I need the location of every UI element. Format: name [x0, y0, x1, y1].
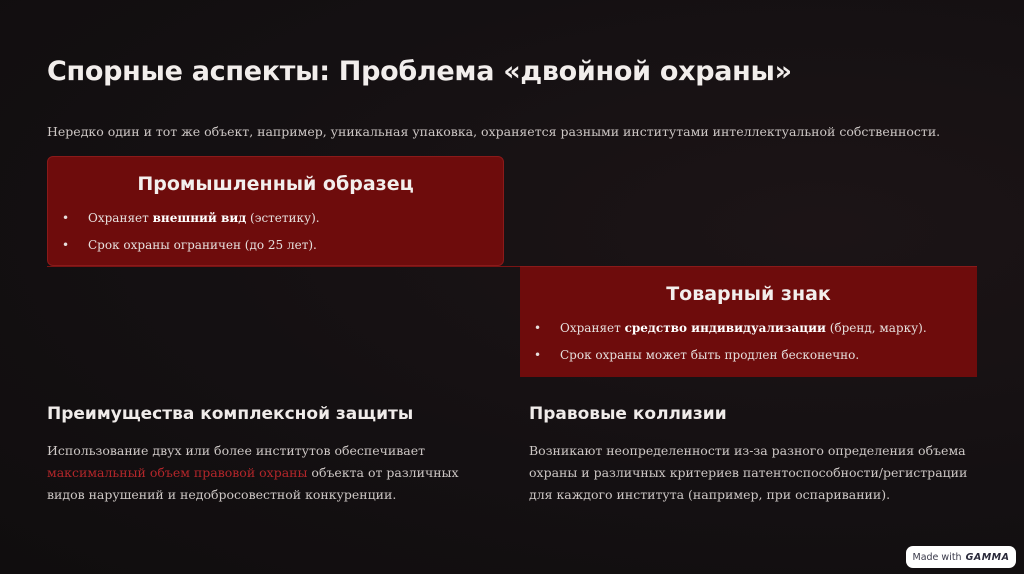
list-item: [62, 232, 503, 259]
trademark-list: [520, 315, 977, 369]
list-item: [534, 342, 977, 369]
trademark-card: [520, 266, 977, 377]
made-with-gamma-badge[interactable]: [906, 546, 1016, 568]
page-title: Спорные аспекты: Проблема «двойной охраны»: [47, 56, 792, 87]
gamma-logo: GAMMA: [965, 551, 1010, 563]
bullet-icon: •: [534, 348, 542, 362]
trademark-title: Товарный знак: [666, 283, 831, 305]
advantages-title: Преимущества комплексной защиты: [47, 404, 414, 424]
advantages-highlight: максимальный объем правовой охраны: [47, 465, 308, 480]
list-item: [534, 315, 977, 342]
bullet-text: Срок охраны ограничен (до 25 лет).: [88, 238, 317, 252]
bullet-text: Охраняет: [88, 211, 153, 225]
bullet-icon: •: [62, 211, 70, 225]
bullet-bold-text: внешний вид: [152, 211, 247, 225]
bullet-icon: •: [534, 321, 542, 335]
industrial-design-card: [47, 156, 504, 266]
bullet-text: Срок охраны может быть продлен бесконечно.: [560, 348, 860, 362]
collisions-text: Возникают неопределенности из-за разного определения объема охраны и различных критериев патентоспособности/регистрации для каждого института (например, при оспаривании).: [529, 443, 968, 502]
badge-prefix: Made with: [912, 551, 962, 563]
bullet-icon: •: [62, 238, 70, 252]
collisions-title: Правовые коллизии: [529, 404, 727, 424]
advantages-text: [47, 440, 487, 506]
bullet-text: (бренд, марку).: [825, 321, 927, 335]
intro-text: Нередко один и тот же объект, например, уникальная упаковка, охраняется разными институтами интеллектуальной собственности.: [47, 124, 941, 139]
industrial-design-list: [48, 205, 503, 259]
industrial-design-title: Промышленный образец: [137, 173, 414, 195]
advantages-text-part: объекта от различных видов нарушений и недобросовестной конкуренции.: [47, 465, 459, 502]
list-item: [62, 205, 503, 232]
advantages-text-part: Использование двух или более институтов обеспечивает: [47, 443, 426, 458]
bullet-text: (эстетику).: [246, 211, 320, 225]
bullet-text: Охраняет: [560, 321, 625, 335]
bullet-bold-text: средство индивидуализации: [624, 321, 826, 335]
